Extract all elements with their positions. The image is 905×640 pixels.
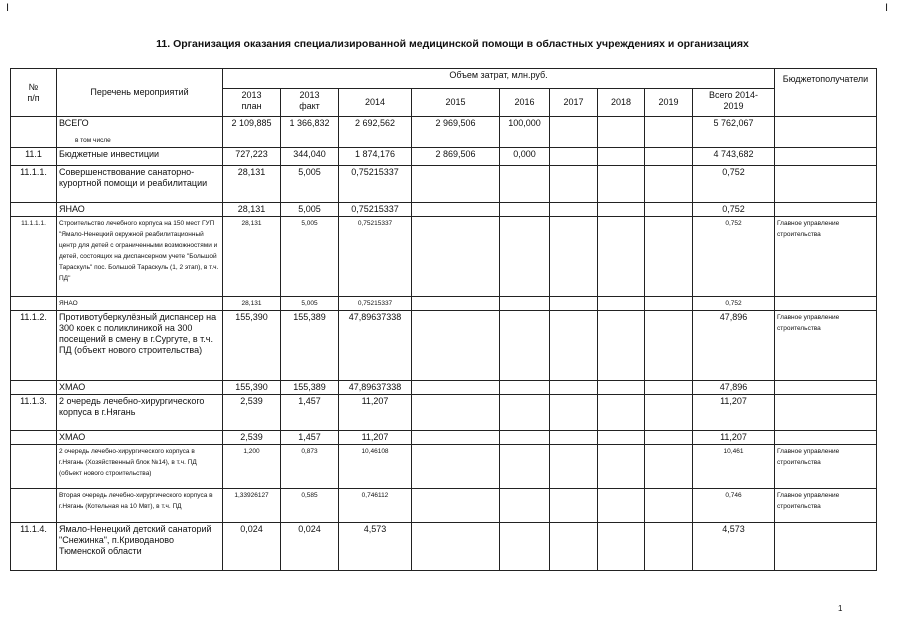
cell-2015: 2 969,506 bbox=[412, 117, 500, 148]
cell-total: 0,752 bbox=[693, 217, 775, 297]
cell-2014: 47,89637338 bbox=[339, 381, 412, 395]
cell-2013-plan: 727,223 bbox=[223, 148, 281, 166]
row-region: ЯНАО bbox=[57, 203, 223, 217]
cell-2013-plan: 155,390 bbox=[223, 381, 281, 395]
cell-recipient: Главное управление строительства bbox=[775, 217, 877, 297]
cell-2013-fact: 5,005 bbox=[281, 297, 339, 311]
cell-2013-plan: 28,131 bbox=[223, 166, 281, 203]
cell-total: 5 762,067 bbox=[693, 117, 775, 148]
cell-2014: 47,89637338 bbox=[339, 311, 412, 381]
cell-total: 0,752 bbox=[693, 297, 775, 311]
header-measures: Перечень мероприятий bbox=[57, 69, 223, 117]
cell-2013-fact: 0,873 bbox=[281, 445, 339, 489]
row-num: 11.1.3. bbox=[11, 395, 57, 431]
cell-2013-fact: 5,005 bbox=[281, 203, 339, 217]
table-row-11-1 bbox=[11, 148, 877, 166]
cell-2013-plan: 2 109,885 bbox=[223, 117, 281, 148]
table-row-11-1-1-1-region bbox=[11, 297, 877, 311]
cell-total: 0,746 bbox=[693, 489, 775, 523]
header-2016: 2016 bbox=[500, 89, 550, 117]
cell-2013-plan: 1,200 bbox=[223, 445, 281, 489]
table-row-11-1-3-a bbox=[11, 445, 877, 489]
row-name: ВСЕГО bbox=[59, 118, 89, 128]
cell-recipient: Главное управление строительства bbox=[775, 311, 877, 381]
cell-2014: 0,75215337 bbox=[339, 217, 412, 297]
row-name: Бюджетные инвестиции bbox=[57, 148, 223, 166]
cell-2013-plan: 2,539 bbox=[223, 431, 281, 445]
row-name: Совершенствование санаторно-курортной помощи и реабилитации bbox=[57, 166, 223, 203]
cell-2013-plan: 28,131 bbox=[223, 297, 281, 311]
header-2017: 2017 bbox=[550, 89, 598, 117]
row-num: 11.1.1.1. bbox=[11, 217, 57, 297]
cell-2014: 11,207 bbox=[339, 431, 412, 445]
header-2019: 2019 bbox=[645, 89, 693, 117]
row-num: 11.1.2. bbox=[11, 311, 57, 381]
row-num: 11.1.1. bbox=[11, 166, 57, 203]
table-row-11-1-3-b bbox=[11, 489, 877, 523]
cell-2013-plan: 2,539 bbox=[223, 395, 281, 431]
header-2013-fact: 2013 факт bbox=[281, 89, 339, 117]
cell-2015: 2 869,506 bbox=[412, 148, 500, 166]
header-2015: 2015 bbox=[412, 89, 500, 117]
header-2018: 2018 bbox=[598, 89, 645, 117]
cell-2013-fact: 5,005 bbox=[281, 166, 339, 203]
row-name: Ямало-Ненецкий детский санаторий "Снежинка", п.Криводаново Тюменской области bbox=[57, 523, 223, 571]
cell-2013-fact: 1,457 bbox=[281, 395, 339, 431]
cell-2014: 0,75215337 bbox=[339, 297, 412, 311]
cell-2014: 2 692,562 bbox=[339, 117, 412, 148]
cell-2013-plan: 28,131 bbox=[223, 217, 281, 297]
row-name: Противотуберкулёзный диспансер на 300 коек с поликлиникой на 300 посещений в смену в г.Сургуте, в т.ч. ПД (объект нового строительства) bbox=[57, 311, 223, 381]
cell-2013-plan: 1,33926127 bbox=[223, 489, 281, 523]
corner-mark-left: I bbox=[6, 2, 10, 14]
table-row-11-1-3-region bbox=[11, 431, 877, 445]
cell-2013-fact: 1,457 bbox=[281, 431, 339, 445]
cell-total: 0,752 bbox=[693, 203, 775, 217]
cell-total: 4,573 bbox=[693, 523, 775, 571]
cell-total: 11,207 bbox=[693, 395, 775, 431]
row-num: 11.1 bbox=[11, 148, 57, 166]
table-row-11-1-3 bbox=[11, 395, 877, 431]
cell-2014: 0,746112 bbox=[339, 489, 412, 523]
row-name: 2 очередь лечебно-хирургического корпуса в г.Нягань bbox=[57, 395, 223, 431]
cell-2013-fact: 0,585 bbox=[281, 489, 339, 523]
row-region: ХМАО bbox=[57, 381, 223, 395]
cell-2014: 0,75215337 bbox=[339, 166, 412, 203]
table-row-11-1-4 bbox=[11, 523, 877, 571]
cell-total: 47,896 bbox=[693, 311, 775, 381]
row-name: Строительство лечебного корпуса на 150 мест ГУП "Ямало-Ненецкий окружной реабилитационный центр для детей с ограниченными возможностями и детей, состоящих на диспансерном учете "Большой Тараскуль" пос. Большой Тараскуль (1, 2 этап), в т.ч. ПД" bbox=[57, 217, 223, 297]
header-2013-plan: 2013 план bbox=[223, 89, 281, 117]
document-title: 11. Организация оказания специализированной медицинской помощи в областных учреждениях и организациях bbox=[156, 38, 749, 50]
cell-recipient: Главное управление строительства bbox=[775, 445, 877, 489]
cell-2014: 10,46108 bbox=[339, 445, 412, 489]
table-row-11-1-1 bbox=[11, 166, 877, 203]
row-name: Вторая очередь лечебно-хирургического корпуса в г.Нягань (Котельная на 10 Мвт), в т.ч. ПД bbox=[57, 489, 223, 523]
corner-mark-right: I bbox=[885, 2, 889, 14]
cell-2013-fact: 344,040 bbox=[281, 148, 339, 166]
page-number: 1 bbox=[838, 604, 843, 613]
table-row-11-1-2 bbox=[11, 311, 877, 381]
cell-2013-fact: 155,389 bbox=[281, 311, 339, 381]
header-row bbox=[11, 69, 877, 89]
table-row-total bbox=[11, 117, 877, 148]
cell-total: 11,207 bbox=[693, 431, 775, 445]
budget-table bbox=[10, 68, 877, 571]
cell-2014: 11,207 bbox=[339, 395, 412, 431]
cell-2013-fact: 0,024 bbox=[281, 523, 339, 571]
cell-2016: 100,000 bbox=[500, 117, 550, 148]
cell-2013-fact: 5,005 bbox=[281, 217, 339, 297]
cell-total: 4 743,682 bbox=[693, 148, 775, 166]
cell-total: 10,461 bbox=[693, 445, 775, 489]
row-region: ЯНАО bbox=[57, 297, 223, 311]
cell-2013-plan: 155,390 bbox=[223, 311, 281, 381]
table-row-11-1-1-1 bbox=[11, 217, 877, 297]
row-subnote: в том числе bbox=[75, 137, 111, 144]
cell-2014: 0,75215337 bbox=[339, 203, 412, 217]
cell-2013-fact: 1 366,832 bbox=[281, 117, 339, 148]
header-recipient: Бюджетополучатели bbox=[775, 69, 877, 117]
header-2014: 2014 bbox=[339, 89, 412, 117]
row-name: 2 очередь лечебно-хирургического корпуса в г.Нягань (Хозяйственный блок №14), в т.ч. ПД (объект нового строительства) bbox=[57, 445, 223, 489]
cell-2014: 1 874,176 bbox=[339, 148, 412, 166]
cell-total: 47,896 bbox=[693, 381, 775, 395]
cell-total: 0,752 bbox=[693, 166, 775, 203]
row-region: ХМАО bbox=[57, 431, 223, 445]
row-num: 11.1.4. bbox=[11, 523, 57, 571]
cell-2013-plan: 0,024 bbox=[223, 523, 281, 571]
table-row-11-1-2-region bbox=[11, 381, 877, 395]
table-row-11-1-1-region bbox=[11, 203, 877, 217]
header-num: № п/п bbox=[11, 69, 57, 117]
header-cost-group: Объем затрат, млн.руб. bbox=[223, 69, 775, 89]
cell-recipient: Главное управление строительства bbox=[775, 489, 877, 523]
cell-2013-plan: 28,131 bbox=[223, 203, 281, 217]
header-total: Всего 2014- 2019 bbox=[693, 89, 775, 117]
cell-2014: 4,573 bbox=[339, 523, 412, 571]
cell-2016: 0,000 bbox=[500, 148, 550, 166]
cell-2013-fact: 155,389 bbox=[281, 381, 339, 395]
